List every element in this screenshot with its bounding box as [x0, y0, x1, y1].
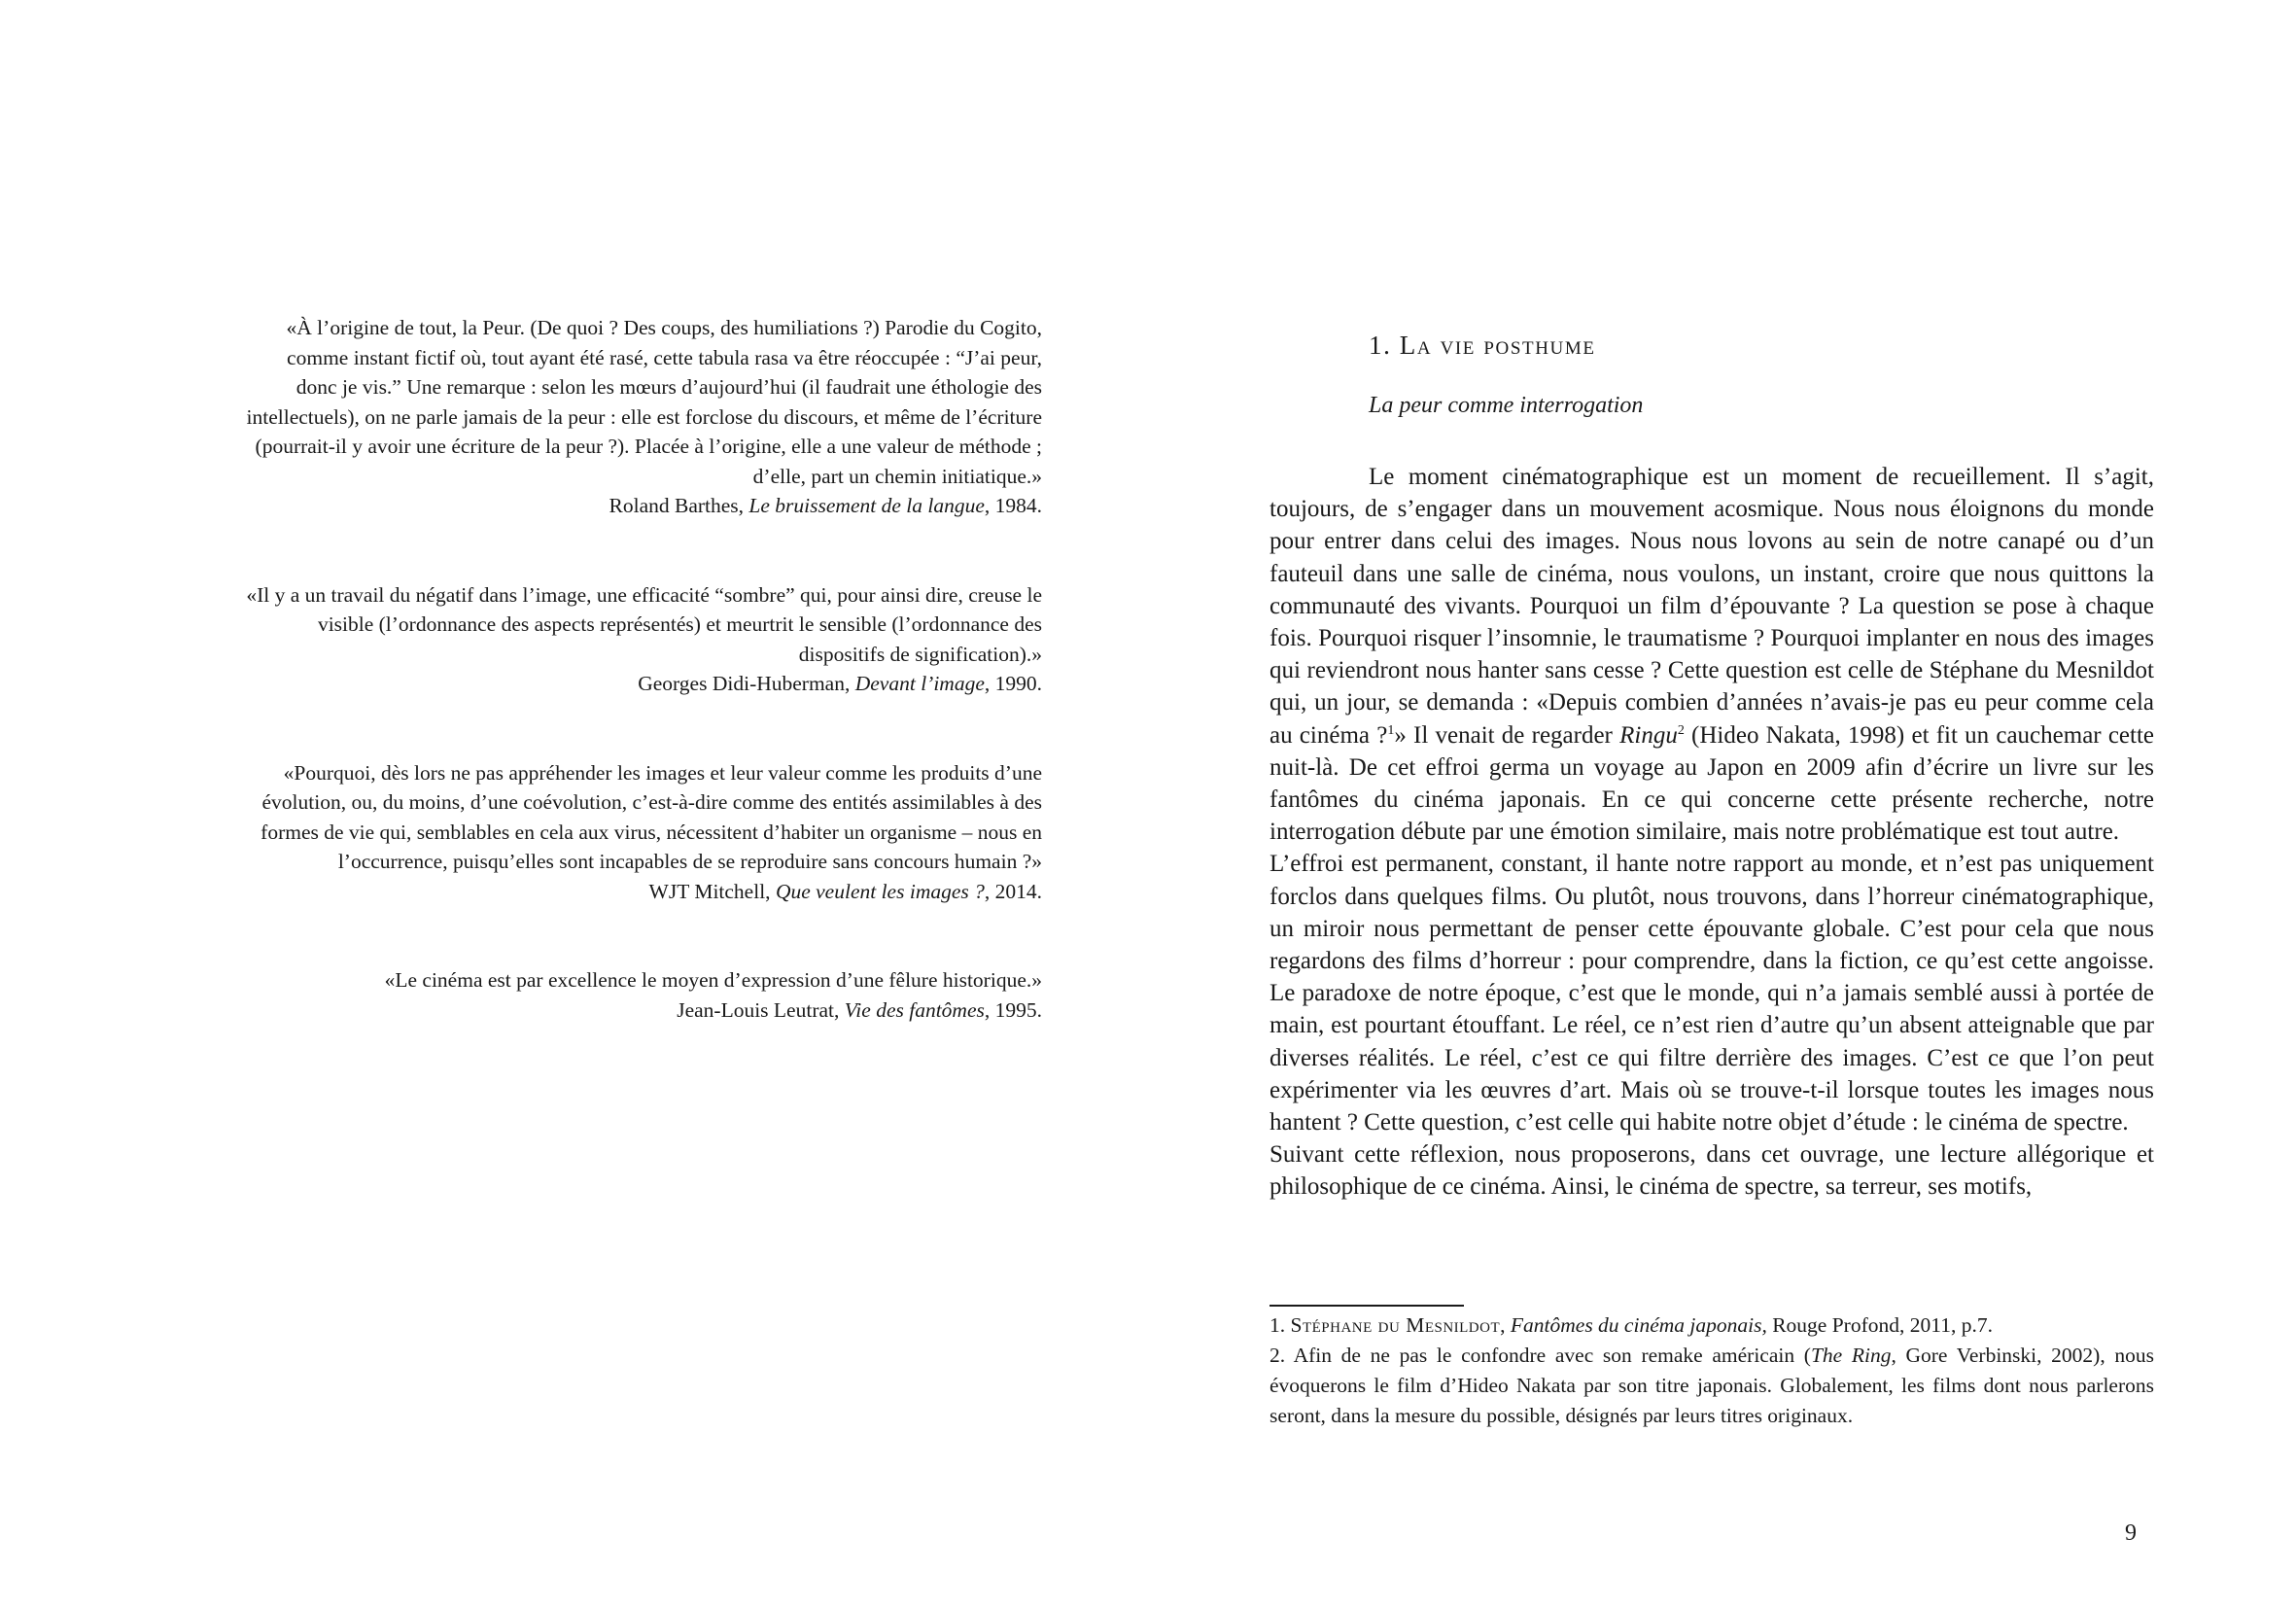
- footnote-separator: [1270, 1305, 1464, 1307]
- footnote-number: 2.: [1270, 1344, 1294, 1367]
- page-number: 9: [2125, 1520, 2137, 1546]
- footnotes: [1270, 1310, 2154, 1431]
- epigraph-work: Que veulent les images ?: [775, 879, 985, 903]
- epigraph-year: , 1990.: [984, 672, 1042, 695]
- epigraph-mitchell: [243, 758, 1042, 907]
- footnote-title: The Ring: [1810, 1344, 1892, 1367]
- body-text: [1270, 461, 2154, 1204]
- epigraph-author: Georges Didi-Huberman,: [638, 672, 855, 695]
- epigraph-year: , 1984.: [984, 494, 1042, 517]
- epigraph-attribution: [243, 877, 1042, 907]
- epigraph-attribution: [243, 996, 1042, 1026]
- body-paragraph-3: Suivant cette réflexion, nous proposerons, dans cet ouvrage, une lecture allégorique et philosophique de ce cinéma. Ainsi, le cinéma de spectre, sa terreur, ses motifs,: [1270, 1141, 2154, 1201]
- epigraph-author: Roland Barthes,: [609, 494, 749, 517]
- footnote-2: [1270, 1341, 2154, 1431]
- footnote-number: 1.: [1270, 1313, 1291, 1337]
- epigraph-quote: «Pourquoi, dès lors ne pas appréhender les images et leur valeur comme les produits d’une évolution, ou, du moins, d’une coévolution, c’est-à-dire comme des entités assimilables à des formes de vie qui, semblables en cela aux virus, nécessitent d’habiter un organisme – nous en l’occurrence, puisqu’elles sont incapables de se reproduire sans concours humain ?»: [261, 760, 1042, 873]
- epigraph-leutrat: [243, 965, 1042, 1025]
- footnote-title: Fantômes du cinéma japonais,: [1510, 1313, 1767, 1337]
- epigraph-attribution: [243, 491, 1042, 521]
- epigraph-author: WJT Mitchell,: [648, 879, 776, 903]
- right-page-content: [1270, 313, 2154, 1204]
- paragraph-text: (Hideo Nakata, 1998) et fit un cauchemar cette nuit-là. De cet effroi germa un voyage au Japon en 2009 afin d’écrire un livre sur les fantômes du cinéma japonais. En ce qui concerne cette présente recherche, notre interrogation débute par une émotion similaire, mais notre problématique est tout autre.: [1270, 721, 2155, 846]
- body-paragraph-1: [1270, 461, 2154, 848]
- body-paragraph-2: L’effroi est permanent, constant, il hante notre rapport au monde, et n’est pas uniquement forclos dans quelques films. Ou plutôt, nous trouvons, dans l’horreur cinématographique, un miroir nous permettant de penser cette épouvante globale. C’est pour cela que nous regardons des films d’horreur : pour comprendre, dans la fiction, ce qu’est cette angoisse. Le paradoxe de notre époque, c’est que le monde, qui n’a jamais semblé aussi à portée de main, est pourtant étouffant. Le réel, ce n’est rien d’autre qu’un absent atteignable que par diverses réalités. Le réel, c’est ce qui filtre derrière des images. C’est ce que l’on peut expérimenter via les œuvres d’art. Mais où se trouve-t-il lorsque toutes les images nous hantent ? Cette question, c’est celle qui habite notre objet d’étude : le cinéma de spectre.: [1270, 851, 2154, 1136]
- footnote-text: Rouge Profond, 2011, p.7.: [1766, 1313, 1993, 1337]
- chapter-title: 1. La vie posthume: [1369, 331, 1596, 360]
- footnote-author: Stéphane du Mesnildot: [1290, 1313, 1501, 1337]
- footnote-1: [1270, 1310, 2154, 1341]
- epigraph-attribution: [243, 669, 1042, 699]
- section-title: La peur comme interrogation: [1369, 393, 1644, 418]
- epigraph-author: Jean-Louis Leutrat,: [677, 997, 845, 1022]
- epigraph-work: Vie des fantômes: [844, 997, 985, 1022]
- epigraph-year: , 2014.: [984, 879, 1042, 903]
- footnote-ref-2[interactable]: 2: [1677, 722, 1685, 738]
- epigraphs: [243, 313, 1042, 1025]
- footnote-text: Afin de ne pas le confondre avec son remake américain (: [1293, 1344, 1811, 1367]
- epigraph-quote: «Le cinéma est par excellence le moyen d’expression d’une fêlure historique.»: [384, 968, 1042, 992]
- epigraph-year: , 1995.: [984, 997, 1042, 1022]
- paragraph-text: » Il venait de regarder: [1394, 721, 1620, 749]
- footnote-text: , Gore Verbinski, 2002), nous évoquerons le film d’Hideo Nakata par son titre japonais. Globalement, les films dont nous parlerons seront, dans la mesure du possible, désignés par leurs titres originaux.: [1270, 1344, 2154, 1427]
- epigraph-quote: «Il y a un travail du négatif dans l’image, une efficacité “sombre” qui, pour ainsi dire, creuse le visible (l’ordonnance des aspects représentés) et meurtrit le sensible (l’ordonnance des dispositifs de signification).»: [246, 582, 1042, 666]
- footnote-separator-text: ,: [1500, 1313, 1511, 1337]
- epigraph-didi-huberman: [243, 580, 1042, 699]
- footnote-ref-1[interactable]: 1: [1387, 722, 1395, 738]
- epigraph-barthes: [243, 313, 1042, 521]
- epigraph-quote: «À l’origine de tout, la Peur. (De quoi ? Des coups, des humiliations ?) Parodie du Cogito, comme instant fictif où, tout ayant été rasé, cette tabula rasa va être réoccupée : “J’ai peur, donc je vis.” Une remarque : selon les mœurs d’aujourd’hui (il faudrait une éthologie des intellectuels), on ne parle jamais de la peur : elle est forclose du discours, et même de l’écriture (pourrait-il y avoir une écriture de la peur ?). Placée à l’origine, elle a une valeur de méthode ; d’elle, part un chemin initiatique.»: [246, 316, 1042, 488]
- film-title: Ringu: [1619, 721, 1678, 749]
- epigraph-work: Le bruissement de la langue: [748, 494, 985, 517]
- epigraph-work: Devant l’image: [854, 672, 985, 695]
- paragraph-text: Le moment cinématographique est un moment de recueillement. Il s’agit, toujours, de s’engager dans un mouvement acosmique. Nous nous éloignons du monde pour entrer dans celui des images. Nous nous lovons au sein de notre canapé ou d’un fauteuil dans une salle de cinéma, nous voulons, un instant, croire que nous quittons la communauté des vivants. Pourquoi un film d’épouvante ? La question se pose à chaque fois. Pourquoi risquer l’insomnie, le traumatisme ? Pourquoi implanter en nous des images qui reviendront nous hanter sans cesse ? Cette question est celle de Stéphane du Mesnildot qui, un jour, se demanda : «Depuis combien d’années n’avais-je pas eu peur comme cela au cinéma ?: [1270, 464, 2154, 749]
